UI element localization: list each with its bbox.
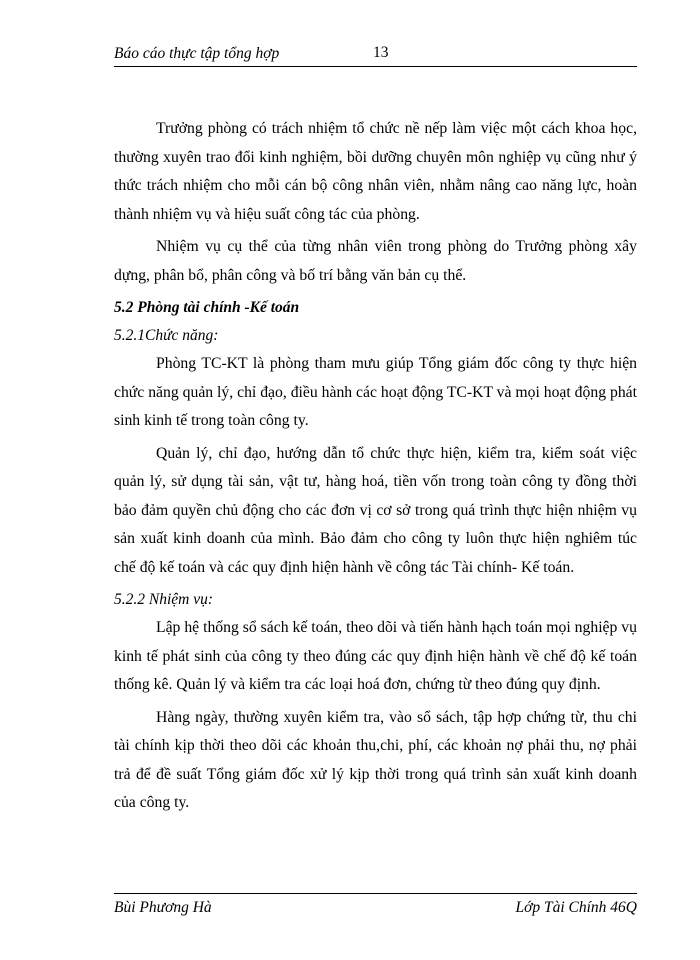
paragraph-2: Nhiệm vụ cụ thể của từng nhân viên trong phòng do Trưởng phòng xây dựng, phân bổ, phân công và bố trí bằng văn bản cụ thể. xyxy=(114,238,637,284)
paragraph-5: Lập hệ thống sổ sách kế toán, theo dõi và tiến hành hạch toán mọi nghiệp vụ kinh tế phát sinh của công ty theo đúng các quy định hiện hành về chế độ kế toán thống kê. Quản lý và kiểm tra các loại hoá đơn, chứng từ theo đúng quy định. xyxy=(114,619,637,693)
page-header xyxy=(114,44,637,67)
section-title: 5.2 Phòng tài chính -Kế toán xyxy=(114,299,300,316)
paragraph-4: Quản lý, chỉ đạo, hướng dẫn tổ chức thực hiện, kiểm tra, kiểm soát việc quản lý, sử dụng tài sản, vật tư, hàng hoá, tiền vốn trong toàn công ty đồng thời bảo đảm quyền chủ động cho các đơn vị cơ sở trong quá trình thực hiện nhiệm vụ sản xuất kinh doanh của mình. Bảo đảm cho công ty luôn thực hiện nghiêm túc chế độ kế toán và các quy định hiện hành về công tác Tài chính- Kế toán. xyxy=(114,444,637,576)
footer-author: Bùi Phương Hà xyxy=(114,899,212,916)
footer-class: Lớp Tài Chính 46Q xyxy=(515,899,637,916)
subsection-title-duties: 5.2.2 Nhiệm vụ: xyxy=(114,591,214,608)
page-footer xyxy=(114,893,637,920)
paragraph-1: Trưởng phòng có trách nhiệm tổ chức nề nếp làm việc một cách khoa học, thường xuyên trao đổi kinh nghiệm, bồi dưỡng chuyên môn nghiệp vụ cũng như ý thức trách nhiệm cho mỗi cán bộ công nhân viên, nhằm nâng cao năng lực, hoàn thành nhiệm vụ và hiệu suất công tác của phòng. xyxy=(114,120,637,223)
document-body xyxy=(114,115,637,822)
header-title: Báo cáo thực tập tổng hợp xyxy=(114,45,280,62)
paragraph-3: Phòng TC-KT là phòng tham mưu giúp Tổng giám đốc công ty thực hiện chức năng quản lý, chỉ đạo, điều hành các hoạt động TC-KT và mọi hoạt động phát sinh kinh tế trong toàn công ty. xyxy=(114,355,637,429)
paragraph-6: Hàng ngày, thường xuyên kiểm tra, vào sổ sách, tập hợp chứng từ, thu chi tài chính kịp thời theo dõi các khoản thu,chi, phí, các khoản nợ phải thu, nợ phải trả để đề suất Tổng giám đốc xử lý kịp thời trong quá trình sản xuất kinh doanh của công ty. xyxy=(114,708,637,811)
subsection-title-function: 5.2.1Chức năng: xyxy=(114,327,219,344)
page-number: 13 xyxy=(373,44,389,61)
